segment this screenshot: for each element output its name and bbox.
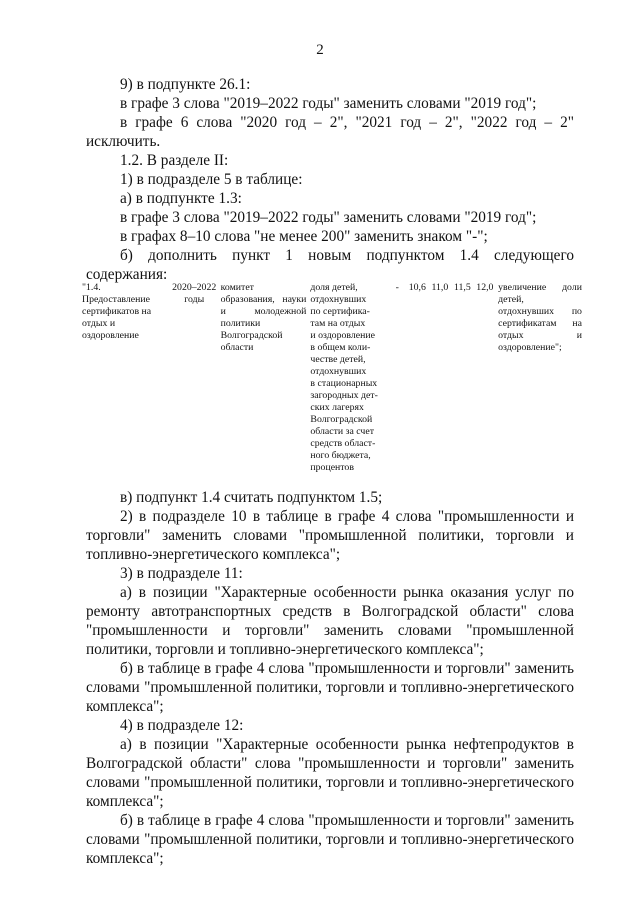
- table-cell-result: увеличение доли детей, отдохнувших по сертификатам на отдых и оздоровление";: [498, 282, 582, 353]
- paragraph: 4) в подразделе 12:: [120, 717, 244, 734]
- indicator-line: в общем коли-: [310, 342, 371, 353]
- paragraph: 1) в подразделе 5 в таблице:: [120, 171, 303, 188]
- table-cell-executor: комитет образования, науки и молодежной политики Волгоградской области: [220, 282, 307, 353]
- table-cell-base-value: -: [395, 282, 399, 293]
- page-number: 2: [316, 42, 324, 58]
- paragraph: а) в позиции "Характерные особенности рынка оказания услуг по ремонту автотранспортных средств в Волгоградской области" слова "промышленности и торговли" заменить словами "промышленной политики, торговли и топливно-энергетического комплекса";: [86, 584, 574, 658]
- indicator-line: в стационарных: [310, 378, 378, 389]
- indicator-line: честве детей,: [310, 354, 366, 365]
- section-heading: 1.2. В разделе II:: [120, 152, 229, 169]
- indicator-line: и оздоровление: [310, 330, 375, 341]
- table-cell-value: 12,0: [476, 282, 494, 293]
- indicator-line: Волгоградской: [310, 414, 373, 425]
- indicator-line: процентов: [310, 462, 354, 473]
- table-cell-period: 2020–2022 годы: [172, 282, 217, 305]
- indicator-line: по сертифика-: [310, 306, 370, 317]
- table-cell-indicator: [310, 282, 390, 474]
- paragraph: 3) в подразделе 11:: [120, 565, 243, 582]
- paragraph: в графе 3 слова "2019–2022 годы" заменить словами "2019 год";: [120, 209, 537, 226]
- indicator-line: средств област-: [310, 438, 376, 449]
- indicator-line: отдохнувших: [310, 366, 367, 377]
- table-cell-value: 11,0: [431, 282, 449, 293]
- paragraph: 2) в подразделе 10 в таблице в графе 4 слова "промышленности и торговли" заменить словами "промышленной политики, торговли и топливно-энергетического комплекса";: [86, 508, 574, 563]
- amendment-block-2: [86, 488, 574, 868]
- indicator-line: области за счет: [310, 426, 374, 437]
- table-cell-value: 10,6: [408, 282, 426, 293]
- indicator-line: доля детей,: [310, 282, 358, 293]
- indicator-line: отдохнувших: [310, 294, 367, 305]
- indicator-line: ских лагерях: [310, 402, 364, 413]
- paragraph: б) дополнить пункт 1 новым подпунктом 1.4 следующего содержания:: [86, 247, 574, 283]
- amendment-block-1: [86, 75, 574, 284]
- paragraph: б) в таблице в графе 4 слова "промышленности и торговли" заменить словами "промышленной политики, торговли и топливно-энергетического комплекса";: [86, 660, 574, 715]
- paragraph: в графе 6 слова "2020 год – 2", "2021 год – 2", "2022 год – 2" исключить.: [86, 114, 574, 150]
- indicator-line: загородных дет-: [310, 390, 378, 401]
- paragraph: в графах 8–10 слова "не менее 200" заменить знаком "-";: [120, 228, 488, 245]
- table-cell-value: 11,5: [453, 282, 471, 293]
- paragraph: а) в позиции "Характерные особенности рынка нефтепродуктов в Волгоградской области" слова "промышленности и торговли" заменить словами "промышленной политики, торговли и топливно-энергетического комплекса";: [86, 736, 574, 810]
- table-cell-name: "1.4. Предоставление сертификатов на отдых и оздоровление: [82, 282, 152, 341]
- indicator-line: там на отдых: [310, 318, 366, 329]
- paragraph: в) подпункт 1.4 считать подпунктом 1.5;: [120, 489, 383, 506]
- indicator-line: ного бюджета,: [310, 450, 371, 461]
- inserted-table-row: [82, 282, 582, 474]
- paragraph: б) в таблице в графе 4 слова "промышленности и торговли" заменить словами "промышленной политики, торговли и топливно-энергетического комплекса";: [86, 812, 574, 867]
- paragraph: в графе 3 слова "2019–2022 годы" заменить словами "2019 год";: [120, 95, 537, 112]
- paragraph: 9) в подпункте 26.1:: [120, 76, 251, 93]
- paragraph: а) в подпункте 1.3:: [120, 190, 242, 207]
